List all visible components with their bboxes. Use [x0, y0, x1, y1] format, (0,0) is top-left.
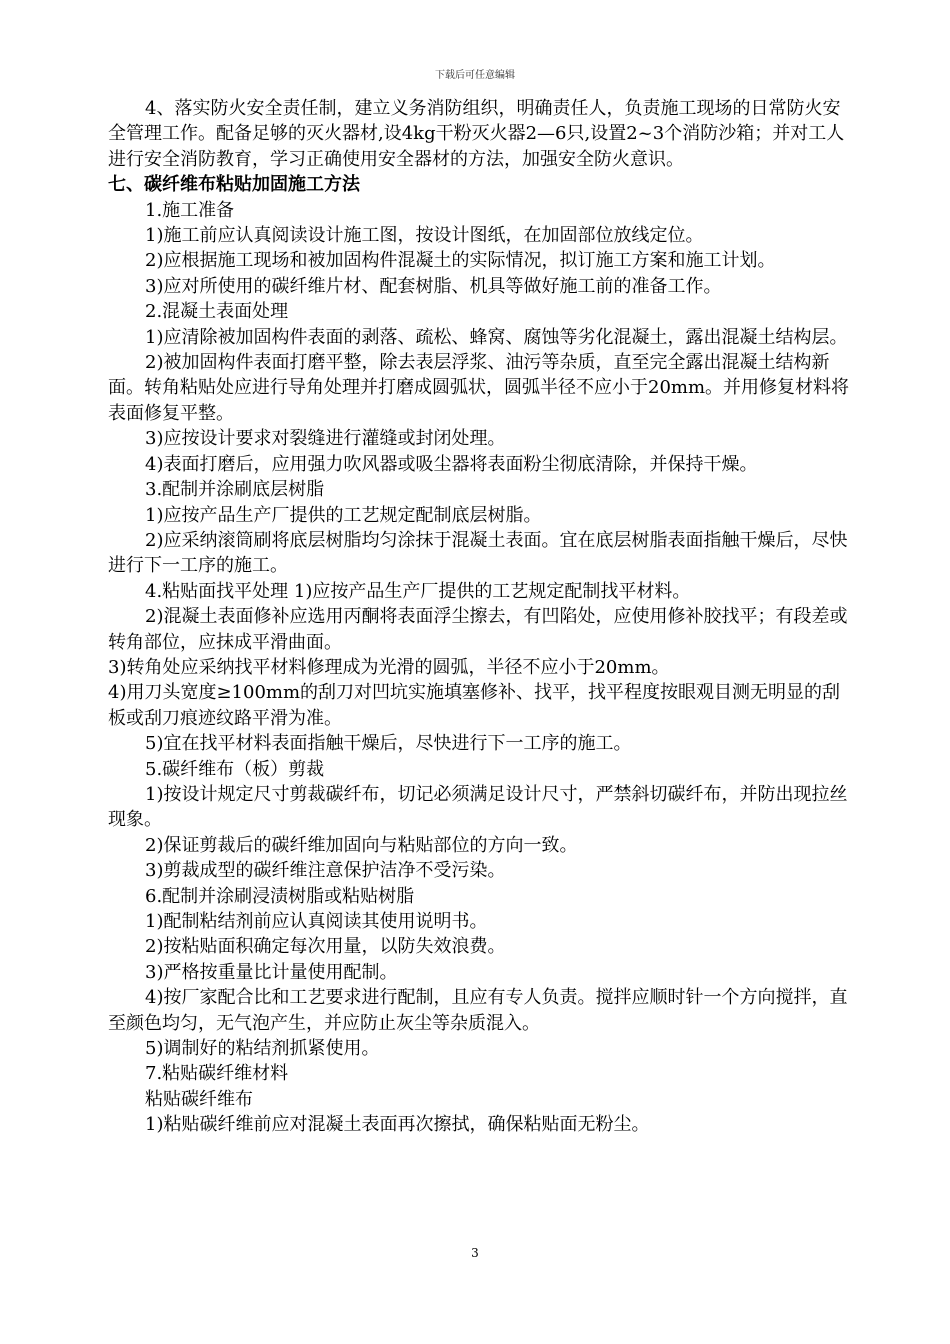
- paragraph: 2)按粘贴面积确定每次用量，以防失效浪费。: [145, 936, 506, 958]
- paragraph: 3)剪裁成型的碳纤维注意保护洁净不受污染。: [145, 860, 506, 882]
- page-header: 下载后可任意编辑: [435, 70, 515, 81]
- section-heading: 七、碳纤维布粘贴加固施工方法: [108, 174, 360, 196]
- subheading-surface-treatment: 2.混凝土表面处理: [145, 301, 289, 323]
- paragraph: 4)用刀头宽度≥100mm的刮刀对凹坑实施填塞修补、找平，找平程度按眼观目测无明显的刮板或刮刀痕迹纹路平滑为准。: [108, 682, 841, 729]
- paragraph: 2)保证剪裁后的碳纤维加固向与粘贴部位的方向一致。: [145, 834, 578, 856]
- paragraph: 3)应对所使用的碳纤维片材、配套树脂、机具等做好施工前的准备工作。: [145, 275, 722, 297]
- subheading-primer: 3.配制并涂刷底层树脂: [145, 479, 325, 501]
- subheading-preparation: 1.施工准备: [145, 199, 235, 221]
- paragraph: 2)应采纳滚筒刷将底层树脂均匀涂抹于混凝土表面。宜在底层树脂表面指触干燥后，尽快进行下一工序的施工。: [108, 529, 848, 577]
- page-number: 3: [471, 1246, 479, 1260]
- paragraph: 5)宜在找平材料表面指触干燥后，尽快进行下一工序的施工。: [145, 733, 632, 755]
- paragraph: 粘贴碳纤维布: [145, 1088, 253, 1110]
- paragraph: 1)应清除被加固构件表面的剥落、疏松、蜂窝、腐蚀等劣化混凝土，露出混凝土结构层。: [145, 326, 848, 348]
- paragraph: 1)粘贴碳纤维前应对混凝土表面再次擦拭，确保粘贴面无粉尘。: [145, 1114, 650, 1136]
- paragraph: 2)混凝土表面修补应选用丙酮将表面浮尘擦去，有凹陷处，应使用修补胶找平；有段差或转角部位，应抹成平滑曲面。: [108, 606, 848, 653]
- subheading-resin: 6.配制并涂刷浸渍树脂或粘贴树脂: [145, 885, 415, 907]
- subheading-cutting: 5.碳纤维布（板）剪裁: [145, 758, 325, 780]
- subheading-bonding: 7.粘贴碳纤维材料: [145, 1063, 289, 1085]
- paragraph: 1)按设计规定尺寸剪裁碳纤布，切记必须满足设计尺寸，严禁斜切碳纤布，并防出现拉丝现象。: [108, 783, 848, 831]
- paragraph: 3)转角处应采纳找平材料修理成为光滑的圆弧，半径不应小于20mm。: [108, 656, 670, 678]
- paragraph: 4)按厂家配合比和工艺要求进行配制，且应有专人负责。搅拌应顺时针一个方向搅拌，直至颜色均匀，无气泡产生，并应防止灰尘等杂质混入。: [108, 987, 848, 1034]
- paragraph: 5)调制好的粘结剂抓紧使用。: [145, 1038, 380, 1060]
- paragraph: 3)严格按重量比计量使用配制。: [145, 961, 398, 983]
- subheading-leveling: 4.粘贴面找平处理 1)应按产品生产厂提供的工艺规定配制找平材料。: [145, 580, 691, 602]
- paragraph: 1)配制粘结剂前应认真阅读其使用说明书。: [145, 911, 488, 932]
- paragraph: 1)应按产品生产厂提供的工艺规定配制底层树脂。: [145, 504, 542, 526]
- paragraph: 4)表面打磨后，应用强力吹风器或吸尘器将表面粉尘彻底清除，并保持干燥。: [145, 453, 758, 475]
- paragraph: 2)应根据施工现场和被加固构件混凝土的实际情况，拟订施工方案和施工计划。: [145, 250, 776, 272]
- paragraph: 2)被加固构件表面打磨平整，除去表层浮浆、油污等杂质，直至完全露出混凝土结构新面。转角粘贴处应进行导角处理并打磨成圆弧状，圆弧半径不应小于20mm。并用修复材料将表面修复平整。: [108, 352, 850, 424]
- paragraph: 3)应按设计要求对裂缝进行灌缝或封闭处理。: [145, 428, 506, 450]
- paragraph: 1)施工前应认真阅读设计施工图，按设计图纸，在加固部位放线定位。: [145, 225, 704, 247]
- document-body: [108, 96, 853, 1138]
- paragraph-fire-safety: 4、落实防火安全责任制，建立义务消防组织，明确责任人，负责施工现场的日常防火安全管理工作。配备足够的灭火器材,设4kg干粉灭火器2—6只,设置2~3个消防沙箱；并对工人进行安全消防教育，学习正确使用安全器材的方法，加强安全防火意识。: [108, 98, 845, 170]
